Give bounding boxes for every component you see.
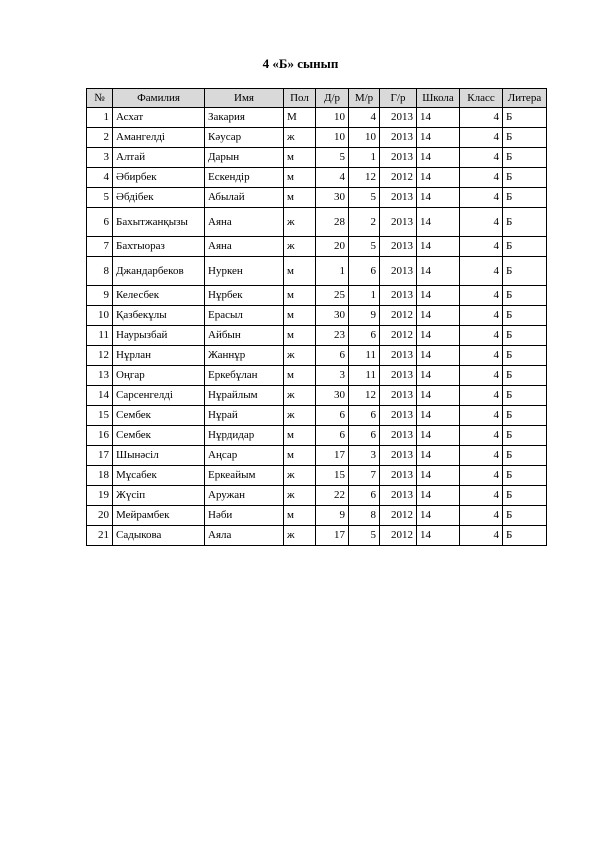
name-cell: Аяна: [205, 208, 284, 237]
birth-month-cell: 6: [349, 426, 380, 446]
birth-month-cell: 11: [349, 366, 380, 386]
grade-cell: 4: [460, 366, 503, 386]
grade-cell: 4: [460, 326, 503, 346]
birth-year-cell: 2013: [380, 346, 417, 366]
surname-cell: Алтай: [113, 148, 205, 168]
col-number-header: №: [87, 89, 113, 108]
grade-cell: 4: [460, 426, 503, 446]
surname-cell: Сарсенгелді: [113, 386, 205, 406]
school-cell: 14: [417, 486, 460, 506]
row-number: 13: [87, 366, 113, 386]
name-cell: Нәби: [205, 506, 284, 526]
birth-day-cell: 15: [316, 466, 349, 486]
surname-cell: Бахтыораз: [113, 237, 205, 257]
birth-year-cell: 2013: [380, 386, 417, 406]
sex-cell: м: [284, 446, 316, 466]
surname-cell: Джандарбеков: [113, 257, 205, 286]
letter-cell: Б: [503, 386, 547, 406]
header-row: [87, 89, 547, 108]
grade-cell: 4: [460, 108, 503, 128]
letter-cell: Б: [503, 406, 547, 426]
birth-day-cell: 5: [316, 148, 349, 168]
birth-day-cell: 28: [316, 208, 349, 237]
row-number: 11: [87, 326, 113, 346]
surname-cell: Сембек: [113, 406, 205, 426]
surname-cell: Садыкова: [113, 526, 205, 546]
sex-cell: ж: [284, 486, 316, 506]
letter-cell: Б: [503, 168, 547, 188]
sex-cell: ж: [284, 237, 316, 257]
name-cell: Закария: [205, 108, 284, 128]
birth-month-cell: 1: [349, 286, 380, 306]
row-number: 4: [87, 168, 113, 188]
surname-cell: Жүсіп: [113, 486, 205, 506]
student-table: [86, 88, 547, 546]
row-number: 16: [87, 426, 113, 446]
col-birth-month-header: М/р: [349, 89, 380, 108]
surname-cell: Наурызбай: [113, 326, 205, 346]
birth-month-cell: 1: [349, 148, 380, 168]
birth-month-cell: 8: [349, 506, 380, 526]
birth-month-cell: 3: [349, 446, 380, 466]
table-row: [87, 466, 547, 486]
birth-month-cell: 11: [349, 346, 380, 366]
surname-cell: Нұрлан: [113, 346, 205, 366]
school-cell: 14: [417, 237, 460, 257]
surname-cell: Оңгар: [113, 366, 205, 386]
name-cell: Нұрдидар: [205, 426, 284, 446]
birth-year-cell: 2013: [380, 446, 417, 466]
sex-cell: м: [284, 286, 316, 306]
birth-year-cell: 2012: [380, 506, 417, 526]
surname-cell: Мұсабек: [113, 466, 205, 486]
row-number: 17: [87, 446, 113, 466]
letter-cell: Б: [503, 128, 547, 148]
school-cell: 14: [417, 128, 460, 148]
school-cell: 14: [417, 208, 460, 237]
surname-cell: Шынәсіл: [113, 446, 205, 466]
table-row: [87, 208, 547, 237]
birth-day-cell: 1: [316, 257, 349, 286]
sex-cell: М: [284, 108, 316, 128]
letter-cell: Б: [503, 148, 547, 168]
sex-cell: ж: [284, 208, 316, 237]
birth-day-cell: 6: [316, 406, 349, 426]
birth-year-cell: 2013: [380, 366, 417, 386]
name-cell: Нуркен: [205, 257, 284, 286]
school-cell: 14: [417, 426, 460, 446]
sex-cell: м: [284, 168, 316, 188]
letter-cell: Б: [503, 526, 547, 546]
birth-year-cell: 2013: [380, 257, 417, 286]
letter-cell: Б: [503, 346, 547, 366]
birth-month-cell: 2: [349, 208, 380, 237]
school-cell: 14: [417, 526, 460, 546]
row-number: 20: [87, 506, 113, 526]
grade-cell: 4: [460, 486, 503, 506]
birth-month-cell: 4: [349, 108, 380, 128]
letter-cell: Б: [503, 366, 547, 386]
grade-cell: 4: [460, 306, 503, 326]
birth-year-cell: 2012: [380, 326, 417, 346]
birth-month-cell: 12: [349, 386, 380, 406]
letter-cell: Б: [503, 306, 547, 326]
birth-month-cell: 6: [349, 486, 380, 506]
birth-month-cell: 12: [349, 168, 380, 188]
grade-cell: 4: [460, 237, 503, 257]
school-cell: 14: [417, 188, 460, 208]
sex-cell: м: [284, 506, 316, 526]
birth-year-cell: 2013: [380, 486, 417, 506]
grade-cell: 4: [460, 208, 503, 237]
birth-day-cell: 10: [316, 108, 349, 128]
table-row: [87, 446, 547, 466]
birth-day-cell: 10: [316, 128, 349, 148]
birth-year-cell: 2013: [380, 286, 417, 306]
grade-cell: 4: [460, 526, 503, 546]
table-row: [87, 506, 547, 526]
row-number: 6: [87, 208, 113, 237]
surname-cell: Бахытжанқызы: [113, 208, 205, 237]
birth-day-cell: 6: [316, 346, 349, 366]
row-number: 7: [87, 237, 113, 257]
birth-day-cell: 4: [316, 168, 349, 188]
school-cell: 14: [417, 446, 460, 466]
letter-cell: Б: [503, 257, 547, 286]
letter-cell: Б: [503, 108, 547, 128]
school-cell: 14: [417, 506, 460, 526]
surname-cell: Келесбек: [113, 286, 205, 306]
sex-cell: м: [284, 426, 316, 446]
birth-day-cell: 23: [316, 326, 349, 346]
grade-cell: 4: [460, 286, 503, 306]
sex-cell: м: [284, 188, 316, 208]
sex-cell: ж: [284, 128, 316, 148]
col-birth-year-header: Г/р: [380, 89, 417, 108]
sex-cell: м: [284, 326, 316, 346]
name-cell: Жаннұр: [205, 346, 284, 366]
name-cell: Кәусар: [205, 128, 284, 148]
letter-cell: Б: [503, 466, 547, 486]
table-row: [87, 188, 547, 208]
row-number: 19: [87, 486, 113, 506]
name-cell: Ерасыл: [205, 306, 284, 326]
school-cell: 14: [417, 406, 460, 426]
surname-cell: Қазбекұлы: [113, 306, 205, 326]
surname-cell: Амангелді: [113, 128, 205, 148]
birth-month-cell: 6: [349, 326, 380, 346]
birth-month-cell: 10: [349, 128, 380, 148]
birth-day-cell: 17: [316, 526, 349, 546]
grade-cell: 4: [460, 128, 503, 148]
row-number: 21: [87, 526, 113, 546]
birth-year-cell: 2013: [380, 406, 417, 426]
birth-year-cell: 2013: [380, 148, 417, 168]
birth-day-cell: 3: [316, 366, 349, 386]
table-row: [87, 108, 547, 128]
table-row: [87, 128, 547, 148]
school-cell: 14: [417, 148, 460, 168]
row-number: 2: [87, 128, 113, 148]
row-number: 15: [87, 406, 113, 426]
birth-day-cell: 17: [316, 446, 349, 466]
col-name-header: Имя: [205, 89, 284, 108]
surname-cell: Сембек: [113, 426, 205, 446]
school-cell: 14: [417, 346, 460, 366]
school-cell: 14: [417, 306, 460, 326]
birth-year-cell: 2013: [380, 188, 417, 208]
letter-cell: Б: [503, 506, 547, 526]
grade-cell: 4: [460, 406, 503, 426]
name-cell: Айбын: [205, 326, 284, 346]
sex-cell: ж: [284, 386, 316, 406]
grade-cell: 4: [460, 168, 503, 188]
col-surname-header: Фамилия: [113, 89, 205, 108]
school-cell: 14: [417, 386, 460, 406]
row-number: 1: [87, 108, 113, 128]
birth-month-cell: 6: [349, 406, 380, 426]
sex-cell: м: [284, 366, 316, 386]
birth-year-cell: 2013: [380, 128, 417, 148]
table-row: [87, 486, 547, 506]
birth-day-cell: 30: [316, 306, 349, 326]
surname-cell: Мейрамбек: [113, 506, 205, 526]
surname-cell: Әбирбек: [113, 168, 205, 188]
name-cell: Аружан: [205, 486, 284, 506]
birth-month-cell: 9: [349, 306, 380, 326]
table-row: [87, 286, 547, 306]
row-number: 8: [87, 257, 113, 286]
birth-day-cell: 20: [316, 237, 349, 257]
col-school-header: Школа: [417, 89, 460, 108]
letter-cell: Б: [503, 188, 547, 208]
grade-cell: 4: [460, 346, 503, 366]
page-title: 4 «Б» сынып: [262, 56, 339, 71]
birth-month-cell: 5: [349, 188, 380, 208]
col-birth-day-header: Д/р: [316, 89, 349, 108]
table-row: [87, 257, 547, 286]
letter-cell: Б: [503, 486, 547, 506]
letter-cell: Б: [503, 208, 547, 237]
birth-day-cell: 30: [316, 386, 349, 406]
table-row: [87, 306, 547, 326]
name-cell: Дарын: [205, 148, 284, 168]
table-row: [87, 426, 547, 446]
name-cell: Аяла: [205, 526, 284, 546]
table-row: [87, 526, 547, 546]
name-cell: Абылай: [205, 188, 284, 208]
row-number: 12: [87, 346, 113, 366]
birth-month-cell: 5: [349, 526, 380, 546]
col-letter-header: Литера: [503, 89, 547, 108]
school-cell: 14: [417, 326, 460, 346]
letter-cell: Б: [503, 286, 547, 306]
name-cell: Еркебұлан: [205, 366, 284, 386]
school-cell: 14: [417, 466, 460, 486]
sex-cell: м: [284, 257, 316, 286]
row-number: 3: [87, 148, 113, 168]
row-number: 10: [87, 306, 113, 326]
birth-day-cell: 25: [316, 286, 349, 306]
name-cell: Ескендір: [205, 168, 284, 188]
letter-cell: Б: [503, 237, 547, 257]
name-cell: Аяна: [205, 237, 284, 257]
name-cell: Еркеайым: [205, 466, 284, 486]
name-cell: Аңсар: [205, 446, 284, 466]
surname-cell: Әбдібек: [113, 188, 205, 208]
table-row: [87, 326, 547, 346]
grade-cell: 4: [460, 188, 503, 208]
sex-cell: м: [284, 148, 316, 168]
grade-cell: 4: [460, 466, 503, 486]
letter-cell: Б: [503, 326, 547, 346]
school-cell: 14: [417, 366, 460, 386]
birth-day-cell: 30: [316, 188, 349, 208]
sex-cell: м: [284, 306, 316, 326]
letter-cell: Б: [503, 426, 547, 446]
sex-cell: ж: [284, 526, 316, 546]
row-number: 9: [87, 286, 113, 306]
birth-day-cell: 9: [316, 506, 349, 526]
row-number: 5: [87, 188, 113, 208]
grade-cell: 4: [460, 386, 503, 406]
sex-cell: ж: [284, 346, 316, 366]
school-cell: 14: [417, 286, 460, 306]
sex-cell: ж: [284, 406, 316, 426]
birth-month-cell: 7: [349, 466, 380, 486]
birth-year-cell: 2013: [380, 426, 417, 446]
col-sex-header: Пол: [284, 89, 316, 108]
table-row: [87, 148, 547, 168]
grade-cell: 4: [460, 446, 503, 466]
row-number: 14: [87, 386, 113, 406]
sex-cell: ж: [284, 466, 316, 486]
table-row: [87, 406, 547, 426]
table-row: [87, 366, 547, 386]
school-cell: 14: [417, 257, 460, 286]
table-row: [87, 386, 547, 406]
surname-cell: Асхат: [113, 108, 205, 128]
birth-month-cell: 6: [349, 257, 380, 286]
grade-cell: 4: [460, 257, 503, 286]
table-row: [87, 346, 547, 366]
birth-year-cell: 2013: [380, 108, 417, 128]
grade-cell: 4: [460, 506, 503, 526]
row-number: 18: [87, 466, 113, 486]
birth-day-cell: 22: [316, 486, 349, 506]
col-grade-header: Класс: [460, 89, 503, 108]
name-cell: Нұрбек: [205, 286, 284, 306]
birth-month-cell: 5: [349, 237, 380, 257]
school-cell: 14: [417, 108, 460, 128]
name-cell: Нұрайлым: [205, 386, 284, 406]
birth-year-cell: 2013: [380, 208, 417, 237]
grade-cell: 4: [460, 148, 503, 168]
birth-year-cell: 2012: [380, 526, 417, 546]
birth-year-cell: 2013: [380, 237, 417, 257]
birth-year-cell: 2012: [380, 168, 417, 188]
table-row: [87, 168, 547, 188]
birth-year-cell: 2013: [380, 466, 417, 486]
letter-cell: Б: [503, 446, 547, 466]
table-row: [87, 237, 547, 257]
name-cell: Нұрай: [205, 406, 284, 426]
birth-year-cell: 2012: [380, 306, 417, 326]
birth-day-cell: 6: [316, 426, 349, 446]
school-cell: 14: [417, 168, 460, 188]
